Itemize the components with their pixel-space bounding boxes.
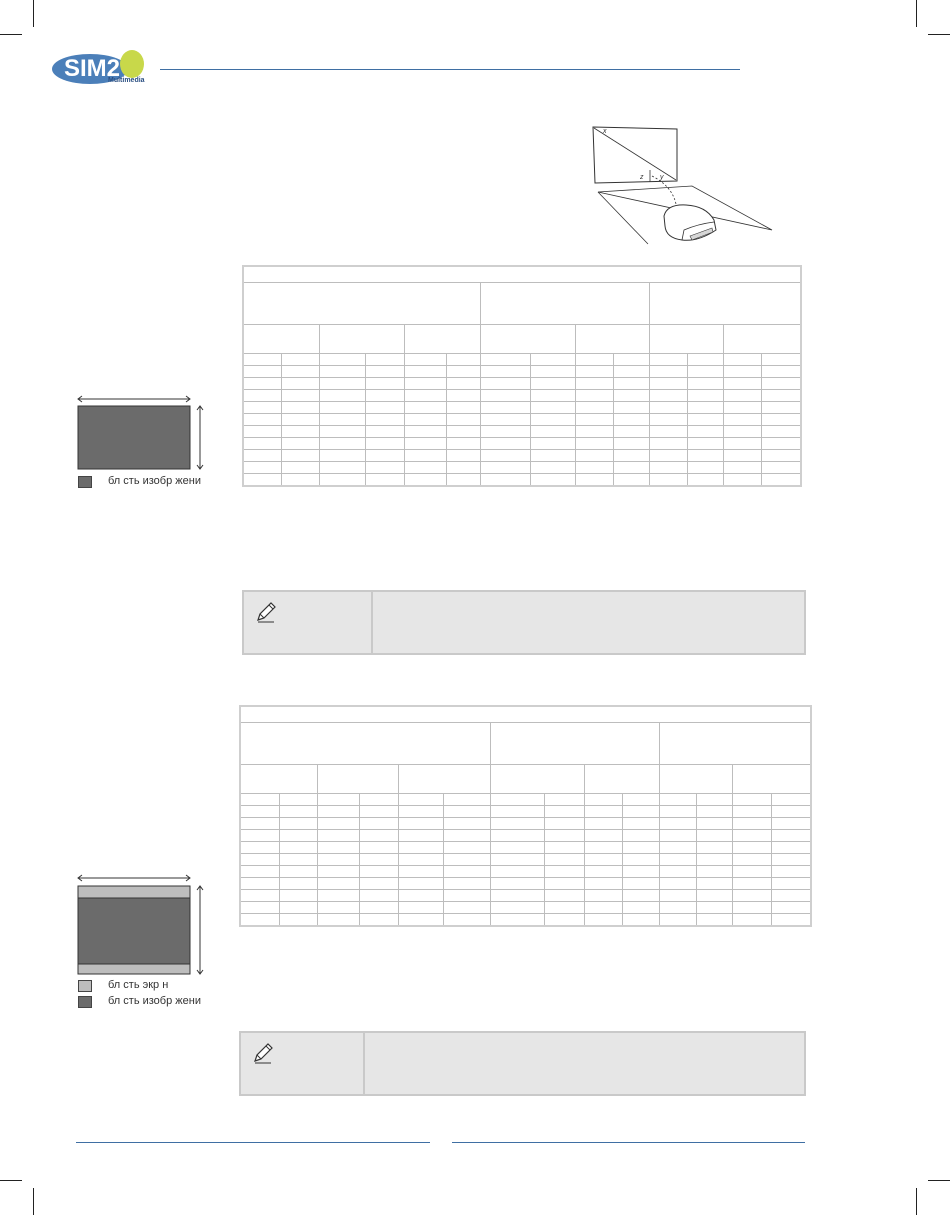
legend-screen-area: бл сть экр н <box>108 979 169 991</box>
screen-format-illustration-letterbox <box>74 872 214 982</box>
pencil-icon <box>251 1041 275 1065</box>
table-group-header <box>243 282 480 324</box>
table-group-header <box>240 722 490 764</box>
crop-mark <box>928 1180 950 1181</box>
logo-subtext: Multimedia <box>108 77 145 84</box>
brand-logo <box>50 46 146 86</box>
legend-swatch-image <box>78 996 92 1008</box>
note-divider <box>371 592 373 653</box>
table-subheader <box>576 324 650 353</box>
legend-image-area: бл сть изобр жени <box>108 995 201 1007</box>
note-box <box>242 590 806 655</box>
table-subheader <box>724 324 801 353</box>
table-subheader <box>584 764 659 793</box>
table-subheader <box>243 324 319 353</box>
table-title-cell <box>240 706 811 722</box>
table-group-header <box>659 722 811 764</box>
table-group-header <box>650 282 801 324</box>
table-subheader <box>490 764 584 793</box>
legend-image-area: бл сть изобр жени <box>108 475 201 487</box>
label-y: y <box>660 174 664 181</box>
table-subheader <box>240 764 317 793</box>
table-group-header <box>480 282 649 324</box>
crop-mark <box>916 0 917 27</box>
table-subheader <box>480 324 575 353</box>
table-subheader <box>650 324 724 353</box>
footer-rule-left <box>76 1142 430 1143</box>
crop-mark <box>0 34 22 35</box>
crop-mark <box>33 0 34 27</box>
pencil-icon <box>254 600 278 624</box>
table-group-header <box>490 722 659 764</box>
logo-text: SIM2 <box>64 55 121 82</box>
screen-format-illustration <box>74 394 214 474</box>
label-z: z <box>640 174 644 181</box>
table-subheader <box>398 764 490 793</box>
table-subheader <box>317 764 398 793</box>
table-subheader <box>732 764 811 793</box>
projection-table-letterbox <box>239 705 812 927</box>
crop-mark <box>0 1180 22 1181</box>
footer-rule-right <box>452 1142 805 1143</box>
crop-mark <box>916 1188 917 1215</box>
table-subheader <box>404 324 480 353</box>
crop-mark <box>928 34 950 35</box>
note-box <box>239 1031 806 1096</box>
table-title-cell <box>243 266 801 282</box>
projection-diagram <box>590 120 780 250</box>
label-x: x <box>603 128 607 135</box>
crop-mark <box>33 1188 34 1215</box>
legend-swatch-image <box>78 476 92 488</box>
header-rule <box>160 69 740 70</box>
legend-swatch-screen <box>78 980 92 992</box>
table-subheader <box>319 324 404 353</box>
table-subheader <box>659 764 732 793</box>
note-divider <box>363 1033 365 1094</box>
projection-table <box>242 265 802 487</box>
